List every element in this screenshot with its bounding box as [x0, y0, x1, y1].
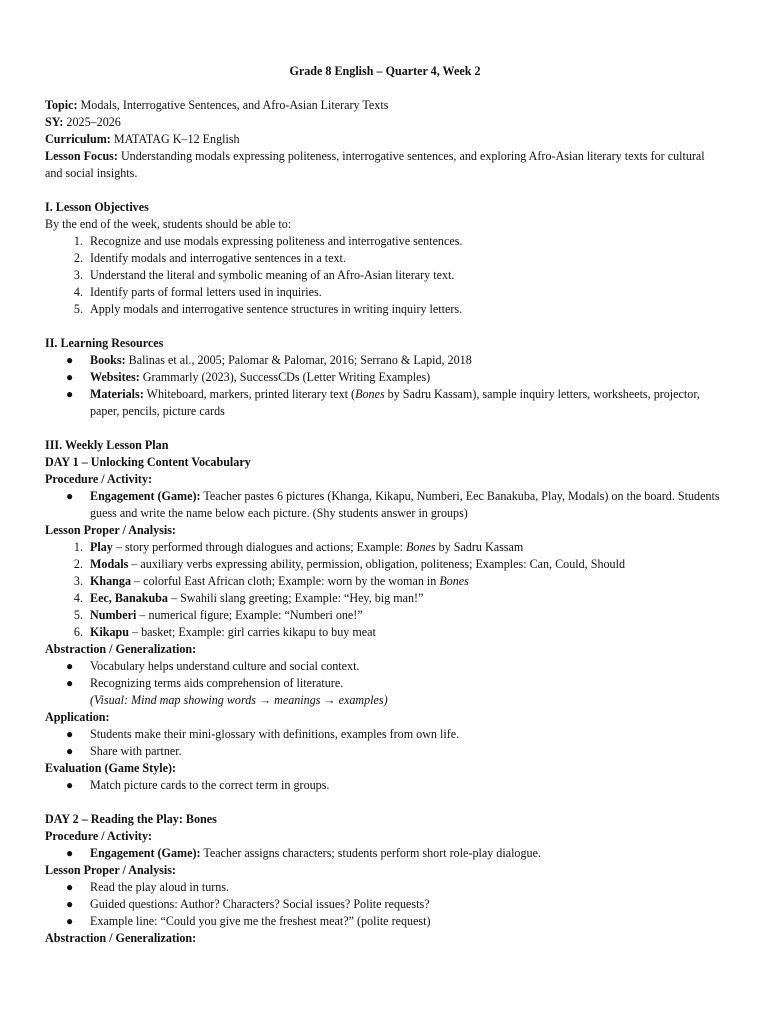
objective-text: Identify parts of formal letters used in inquiries. [90, 285, 322, 299]
evaluation-text: Match picture cards to the correct term in groups. [90, 778, 330, 792]
list-item: 2. Modals – auxiliary verbs expressing ability, permission, obligation, politeness; Examples: Can, Could, Should [73, 557, 625, 571]
lesson-focus-label: Lesson Focus: [45, 149, 118, 163]
day1-application-label [45, 709, 725, 726]
materials-value-rest: by Sadru Kassam), sample inquiry letters, worksheets, projector, paper, pencils, picture cards [90, 387, 700, 418]
list-item: 3. Understand the literal and symbolic meaning of an Afro-Asian literary text. [73, 268, 455, 282]
resources-list [45, 352, 725, 420]
abstraction-text: Recognizing terms aids comprehension of literature. [90, 676, 344, 690]
term: Modals [90, 557, 129, 571]
list-item: ● Books: Balinas et al., 2005; Palomar & Palomar, 2016; Serrano & Lapid, 2018 [66, 353, 472, 367]
topic-label: Topic: [45, 98, 78, 112]
term-definition: – story performed through dialogues and actions; Example: [112, 540, 407, 554]
day1-heading [45, 454, 725, 471]
engagement-label: Engagement (Game): [90, 489, 201, 503]
abstraction-text: Vocabulary helps understand culture and social context. [90, 659, 360, 673]
list-item: ● Recognizing terms aids comprehension of literature. [66, 676, 344, 690]
materials-title: Bones [355, 387, 385, 401]
list-item: 4. Eec, Banakuba – Swahili slang greeting; Example: “Hey, big man!” [73, 591, 424, 605]
lesson-item-text: Example line: “Could you give me the freshest meat?” (polite request) [90, 914, 431, 928]
day1-evaluation-label [45, 760, 725, 777]
list-item: ● Websites: Grammarly (2023), SuccessCDs (Letter Writing Examples) [66, 370, 431, 384]
day1-evaluation-text: Evaluation (Game Style): [45, 761, 177, 775]
day1-procedure-label [45, 471, 725, 488]
day1-procedure-text: Procedure / Activity: [45, 472, 153, 486]
objectives-list [45, 233, 725, 318]
list-item: 6. Kikapu – basket; Example: girl carries kikapu to buy meat [73, 625, 376, 639]
day2-procedure-text: Procedure / Activity: [45, 829, 153, 843]
list-item: ● Students make their mini-glossary with definitions, examples from own life. [66, 727, 460, 741]
list-item: ● Guided questions: Author? Characters? Social issues? Polite requests? [66, 897, 430, 911]
lesson-focus-line [45, 148, 725, 182]
curriculum-value: MATATAG K–12 English [113, 132, 240, 146]
visual-note: (Visual: Mind map showing words → meanings → examples) [90, 693, 388, 707]
list-item: 4. Identify parts of formal letters used in inquiries. [73, 285, 322, 299]
term-example-title: Bones [406, 540, 436, 554]
document-title: Grade 8 English – Quarter 4, Week 2 [289, 64, 481, 78]
objective-text: Identify modals and interrogative sentences in a text. [90, 251, 346, 265]
list-item: 5. Numberi – numerical figure; Example: “Numberi one!” [73, 608, 363, 622]
application-text: Share with partner. [90, 744, 182, 758]
day2-lesson-list [45, 879, 725, 930]
term: Numberi [90, 608, 137, 622]
day2-heading [45, 811, 725, 828]
day2-abstraction-text: Abstraction / Generalization: [45, 931, 197, 945]
materials-value: Whiteboard, markers, printed literary text ( [146, 387, 356, 401]
term-definition: – basket; Example: girl carries kikapu to buy meat [129, 625, 376, 639]
curriculum-label: Curriculum: [45, 132, 111, 146]
engagement-label: Engagement (Game): [90, 846, 201, 860]
term: Khanga [90, 574, 131, 588]
plan-heading-text: III. Weekly Lesson Plan [45, 438, 169, 452]
day1-lesson-label [45, 522, 725, 539]
objectives-heading [45, 199, 725, 216]
list-item: ● Vocabulary helps understand culture and social context. [66, 659, 360, 673]
list-item: 1. Play – story performed through dialogues and actions; Example: Bones by Sadru Kassam [73, 540, 524, 554]
day2-lesson-text: Lesson Proper / Analysis: [45, 863, 176, 877]
day1-terms-list [45, 539, 725, 641]
lesson-item-text: Read the play aloud in turns. [90, 880, 230, 894]
plan-heading [45, 437, 725, 454]
list-item: 5. Apply modals and interrogative sentence structures in writing inquiry letters. [73, 302, 463, 316]
topic-value: Modals, Interrogative Sentences, and Afro-Asian Literary Texts [80, 98, 389, 112]
websites-value: Grammarly (2023), SuccessCDs (Letter Writing Examples) [142, 370, 431, 384]
objectives-intro: By the end of the week, students should be able to: [45, 217, 292, 231]
term: Kikapu [90, 625, 129, 639]
sy-label: SY: [45, 115, 64, 129]
day2-procedure-label [45, 828, 725, 845]
term-example-title: Bones [439, 574, 469, 588]
list-item: ● Read the play aloud in turns. [66, 880, 230, 894]
materials-label: Materials: [90, 387, 144, 401]
curriculum-line [45, 131, 725, 148]
books-label: Books: [90, 353, 126, 367]
day2-abstraction-label [45, 930, 725, 947]
list-item: ● Materials: Whiteboard, markers, printed literary text (Bones by Sadru Kassam), sample inquiry letters, worksheets, projector, paper, pencils, picture cards [66, 387, 700, 418]
resources-heading [45, 335, 725, 352]
list-item: ● Example line: “Could you give me the freshest meat?” (polite request) [66, 914, 431, 928]
document-body [45, 63, 725, 947]
day2-lesson-label [45, 862, 725, 879]
topic-line [45, 97, 725, 114]
day1-evaluation-list [45, 777, 725, 794]
day1-lesson-text: Lesson Proper / Analysis: [45, 523, 176, 537]
day1-heading-text: DAY 1 – Unlocking Content Vocabulary [45, 455, 251, 469]
list-item: ● Engagement (Game): Teacher assigns characters; students perform short role-play dialogue. [66, 846, 541, 860]
term: Play [90, 540, 113, 554]
list-item: ● Share with partner. [66, 744, 182, 758]
day1-application-text: Application: [45, 710, 110, 724]
term-definition: – Swahili slang greeting; Example: “Hey, big man!” [167, 591, 424, 605]
list-item: 1. Recognize and use modals expressing politeness and interrogative sentences. [73, 234, 463, 248]
books-value: Balinas et al., 2005; Palomar & Palomar, 2016; Serrano & Lapid, 2018 [128, 353, 472, 367]
engagement-text: Teacher pastes 6 pictures (Khanga, Kikapu, Numberi, Eec Banakuba, Play, Modals) on the board. Students guess and write the name below each picture. (Shy students answer in groups) [90, 489, 720, 520]
list-item: ● Engagement (Game): Teacher pastes 6 pictures (Khanga, Kikapu, Numberi, Eec Banakuba, Play, Modals) on the board. Students guess and write the name below each picture. (Shy students answer in groups) [66, 489, 720, 520]
list-item: 3. Khanga – colorful East African cloth; Example: worn by the woman in Bones [73, 574, 469, 588]
day2-heading-text: DAY 2 – Reading the Play: Bones [45, 812, 217, 826]
objective-text: Recognize and use modals expressing politeness and interrogative sentences. [90, 234, 463, 248]
term-definition: – numerical figure; Example: “Numberi one!” [136, 608, 363, 622]
day1-abstraction-list [45, 658, 725, 692]
sy-value: 2025–2026 [66, 115, 121, 129]
day2-procedure-list [45, 845, 725, 862]
term: Eec, Banakuba [90, 591, 168, 605]
day1-procedure-list [45, 488, 725, 522]
engagement-text: Teacher assigns characters; students perform short role-play dialogue. [203, 846, 541, 860]
objective-text: Understand the literal and symbolic meaning of an Afro-Asian literary text. [90, 268, 455, 282]
term-definition: – colorful East African cloth; Example: worn by the woman in [131, 574, 440, 588]
day1-abstraction-label [45, 641, 725, 658]
day1-application-list [45, 726, 725, 760]
day1-abstraction-text: Abstraction / Generalization: [45, 642, 197, 656]
term-definition-rest: by Sadru Kassam [435, 540, 524, 554]
websites-label: Websites: [90, 370, 140, 384]
lesson-item-text: Guided questions: Author? Characters? Social issues? Polite requests? [90, 897, 430, 911]
lesson-focus-value: Understanding modals expressing politeness, interrogative sentences, and exploring Afro-Asian literary texts for cultural and social insights. [45, 149, 705, 180]
objective-text: Apply modals and interrogative sentence structures in writing inquiry letters. [90, 302, 463, 316]
objectives-heading-text: I. Lesson Objectives [45, 200, 149, 214]
list-item: ● Match picture cards to the correct term in groups. [66, 778, 330, 792]
application-text: Students make their mini-glossary with definitions, examples from own life. [90, 727, 460, 741]
term-definition: – auxiliary verbs expressing ability, permission, obligation, politeness; Examples: Can, Could, Should [128, 557, 625, 571]
resources-heading-text: II. Learning Resources [45, 336, 164, 350]
list-item: 2. Identify modals and interrogative sentences in a text. [73, 251, 346, 265]
sy-line [45, 114, 725, 131]
